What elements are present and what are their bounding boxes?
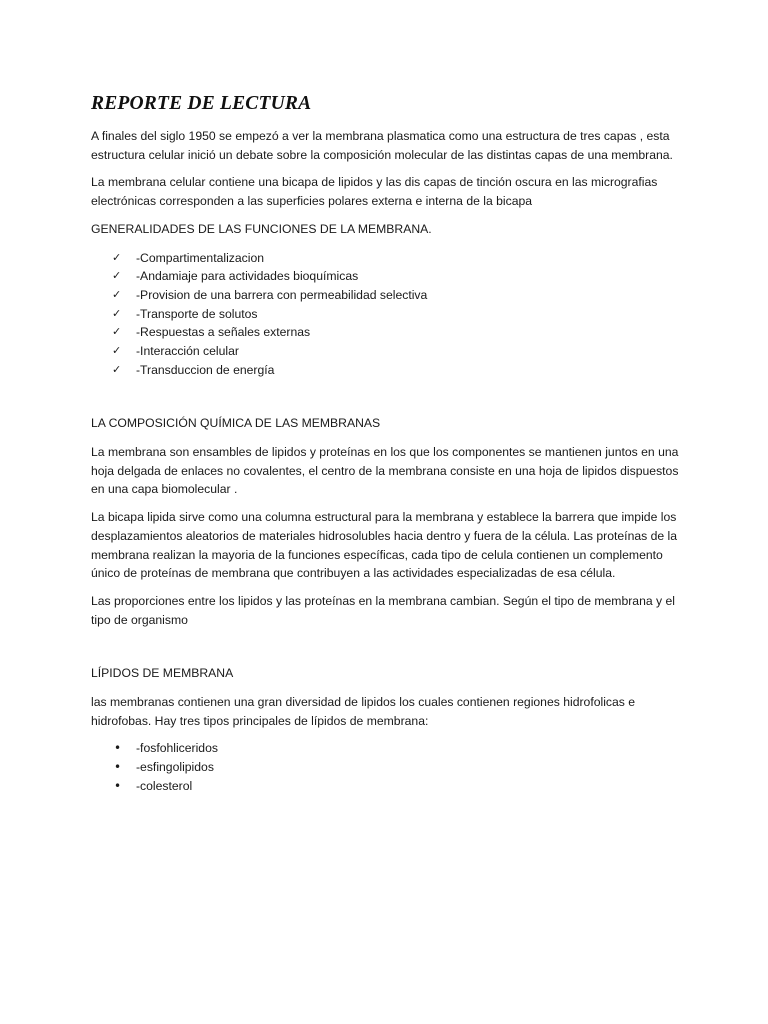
list-item-text: -Provision de una barrera con permeabilidad selectiva	[136, 287, 428, 302]
list-item-text: -colesterol	[136, 778, 193, 793]
list-item	[91, 777, 681, 796]
checkmark-icon: ✓	[112, 343, 122, 357]
list-item	[91, 249, 681, 268]
list-item-text: -fosfohliceridos	[136, 741, 218, 756]
list-item-text: -Transporte de solutos	[136, 306, 258, 321]
checkmark-icon: ✓	[112, 306, 122, 320]
list-item	[91, 267, 681, 286]
checkmark-icon: ✓	[112, 325, 122, 339]
list-item-text: -Respuestas a señales externas	[136, 325, 311, 340]
functions-checklist	[91, 249, 681, 380]
list-item	[91, 286, 681, 305]
intro-paragraph-2: La membrana celular contiene una bicapa de lipidos y las dis capas de tinción oscura en las micrografias electrónicas corresponden a las superficies polares externa e interna de la bicapa	[91, 175, 658, 209]
checkmark-icon: ✓	[112, 362, 122, 376]
composition-paragraph-2: La bicapa lipida sirve como una columna estructural para la membrana y establece la barrera que impide los desplazamientos aleatorios de materiales hidrosolubles hacia dentro y fuera de la célula. Las proteínas de la membrana realizan la mayoria de la funciones específicas, cada tipo de celula contienen un complemento único de proteínas de membrana que contribuyen a las actividades especializadas de esa célula.	[91, 510, 678, 581]
document-title: REPORTE DE LECTURA	[91, 93, 312, 114]
document-page	[91, 92, 681, 796]
section-heading-composition: LA COMPOSICIÓN QUÍMICA DE LAS MEMBRANAS	[91, 416, 381, 431]
section-heading-functions: GENERALIDADES DE LAS FUNCIONES DE LA MEMBRANA.	[91, 221, 432, 236]
lipids-paragraph: las membranas contienen una gran diversidad de lipidos los cuales contienen regiones hidrofolicas e hidrofobas. Hay tres tipos principales de lípidos de membrana:	[91, 695, 636, 728]
checkmark-icon: ✓	[112, 250, 122, 264]
list-item	[91, 758, 681, 777]
bullet-icon: •	[114, 741, 122, 756]
list-item	[91, 342, 681, 361]
checkmark-icon: ✓	[112, 269, 122, 283]
composition-paragraph-1: La membrana son ensambles de lipidos y proteínas en los que los componentes se mantienen juntos en una hoja delgada de enlaces no covalentes, el centro de la membrana consiste en una hoja de lipidos dispuestos en una capa biomolecular .	[91, 445, 679, 497]
list-item	[91, 361, 681, 380]
list-item-text: -Compartimentalizacion	[136, 250, 265, 265]
list-item-text: -Transduccion de energía	[136, 362, 275, 377]
list-item	[91, 305, 681, 324]
checkmark-icon: ✓	[112, 287, 122, 301]
composition-paragraph-3: Las proporciones entre los lipidos y las proteínas en la membrana cambian. Según el tipo de membrana y el tipo de organismo	[91, 593, 675, 627]
list-item	[91, 323, 681, 342]
section-heading-lipids: LÍPIDOS DE MEMBRANA	[91, 666, 234, 681]
list-item	[91, 739, 681, 758]
lipids-bullet-list	[91, 739, 681, 795]
intro-paragraph-1: A finales del siglo 1950 se empezó a ver la membrana plasmatica como una estructura de tres capas , esta estructura celular inició un debate sobre la composición molecular de las distintas capas de una membrana.	[91, 129, 673, 162]
list-item-text: -Interacción celular	[136, 343, 239, 358]
list-item-text: -Andamiaje para actividades bioquímicas	[136, 269, 359, 284]
bullet-icon: •	[114, 778, 122, 793]
list-item-text: -esfingolipidos	[136, 760, 214, 775]
bullet-icon: •	[114, 760, 122, 775]
